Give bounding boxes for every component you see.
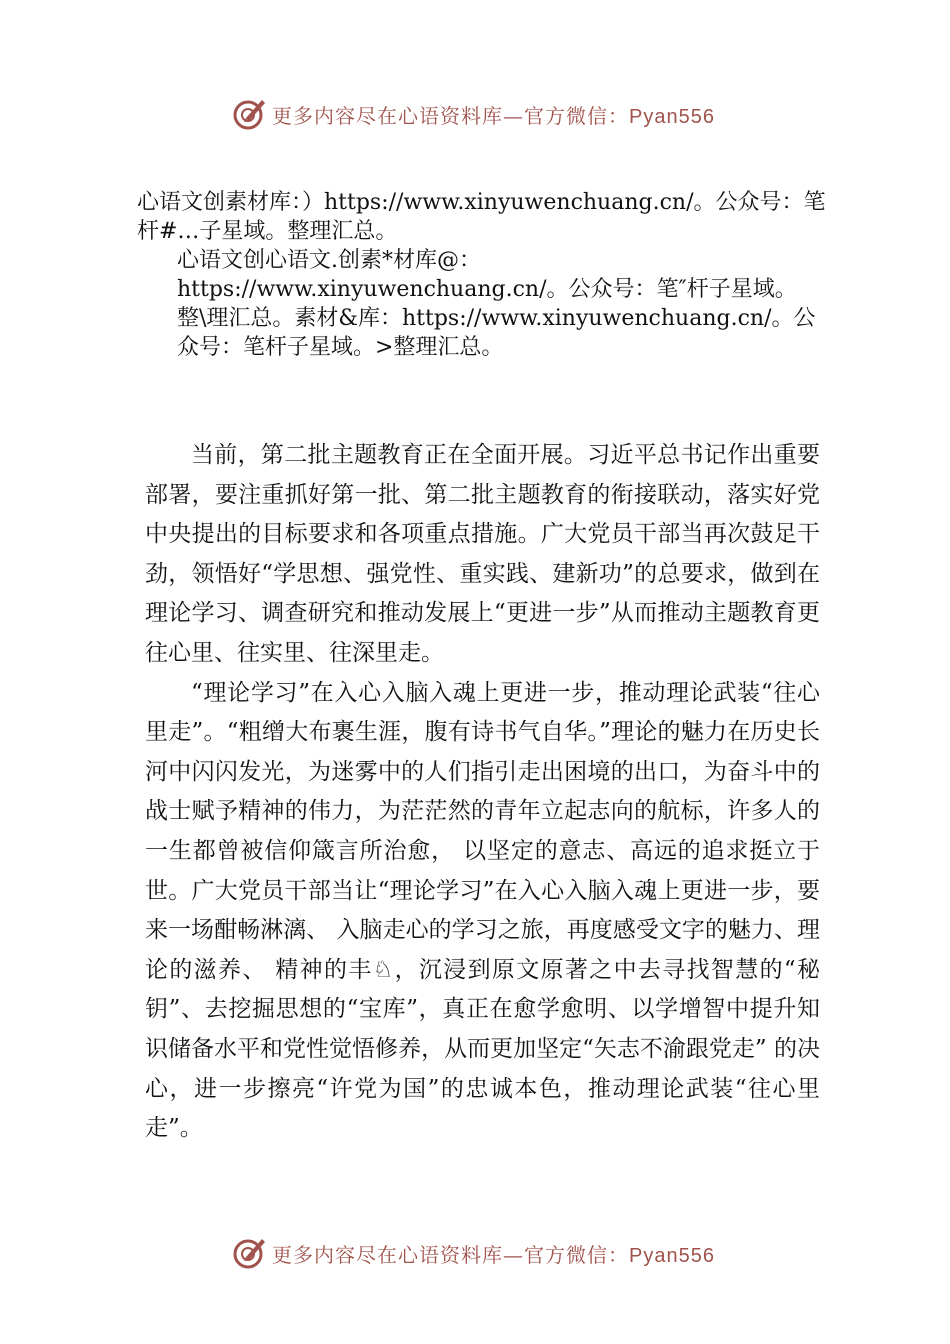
article-body <box>145 436 820 1149</box>
pen-logo-icon <box>232 1235 268 1271</box>
wechat-id: Pyan556 <box>629 1244 715 1267</box>
paragraph: “理论学习”在入心入脑入魂上更进一步，推动理论武装“往心里走”。“粗缯大布裹生涯，腹有诗书气自华。”理论的魅力在历史长河中闪闪发光，为迷雾中的人们指引走出困境的出口，为奋斗中的战士赋予精神的伟力，为茫茫然的青年立起志向的航标，许多人的一生都曾被信仰箴言所治愈， 以坚定的意志、高远的追求挺立于世。广大党员干部当让“理论学习”在入心入脑入魂上更进一步，要来一场酣畅淋漓、 入脑走心的学习之旅，再度感受文字的魅力、理论的滋养、 精神的丰♘，沉浸到原文原著之中去寻找智慧的“秘钥”、去挖掘思想的“宝库”，真正在愈学愈明、以学增智中提升知识储备水平和党性觉悟修养，从而更加坚定“矢志不渝跟党走” 的决心，进一步擦亮“许党为国”的忠诚本色，推动理论武装“往心里走”。 <box>145 679 820 1142</box>
pen-logo-icon <box>232 96 268 132</box>
paragraph: 当前，第二批主题教育正在全面开展。习近平总书记作出重要部署，要注重抓好第一批、第二批主题教育的衔接联动，落实好党中央提出的目标要求和各项重点措施。广大党员干部当再次鼓足干劲，领悟好“学思想、强党性、重实践、建新功”的总要求，做到在理论学习、调查研究和推动发展上“更进一步”从而推动主题教育更往心里、往实里、往深里走。 <box>145 442 820 666</box>
footer-banner <box>232 1233 715 1273</box>
header-banner <box>232 94 715 134</box>
source-line-2: 心语文创心语文.创素*材库@：https://www.xinyuwenchuang.cn/。公众号：笔″杆子星域。整\理汇总。素材&库：https://www.xinyuwenchuang.cn/。公众号：笔杆子星域。>整理汇总。 <box>177 248 816 360</box>
wechat-id: Pyan556 <box>629 105 715 128</box>
banner-text: 更多内容尽在心语资料库—官方微信：Pyan556 <box>272 103 715 128</box>
source-header <box>137 188 837 362</box>
source-line-1: 心语文创素材库：）https://www.xinyuwenchuang.cn/。公众号：笔杆#…子星域。整理汇总。 <box>137 190 826 244</box>
banner-text: 更多内容尽在心语资料库—官方微信：Pyan556 <box>272 1242 715 1267</box>
